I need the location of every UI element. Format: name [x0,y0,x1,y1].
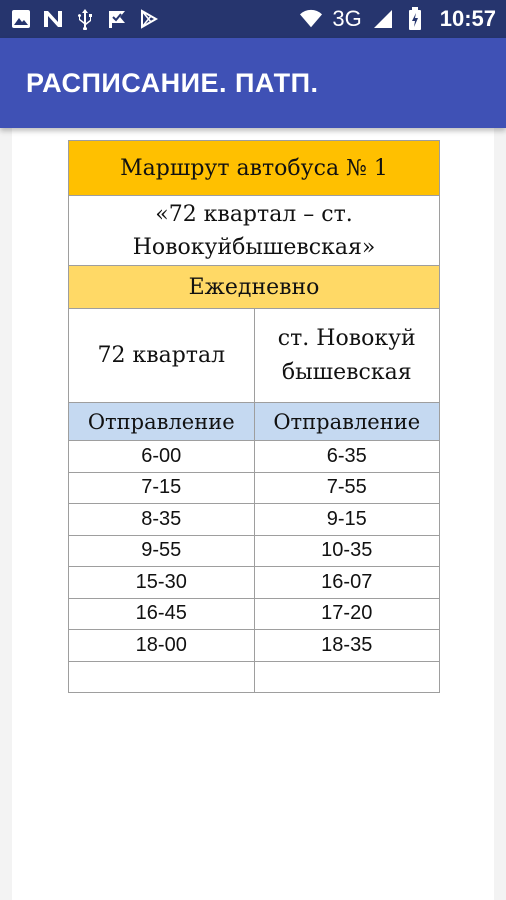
stop-a-name: 72 квартал [69,309,255,403]
status-bar-system [300,6,496,32]
departure-a: 16-45 [69,598,255,630]
network-type: 3G [332,6,362,31]
empty-cell [254,661,440,692]
table-row [69,598,440,630]
departure-b: 17-20 [254,598,440,630]
signal-icon [372,8,394,30]
table-row [69,630,440,662]
empty-cell [69,661,255,692]
status-bar-notifications [10,8,160,30]
page-title: РАСПИСАНИЕ. ПАТП. [26,67,319,98]
right-edge [494,128,506,900]
route-destination-line2: Новокуйбышевская» [132,234,376,260]
departure-b: 9-15 [254,504,440,536]
departure-b: 16-07 [254,567,440,599]
n-notification-icon [42,8,64,30]
route-destination-row [69,196,440,266]
departure-b: 18-35 [254,630,440,662]
departure-b: 6-35 [254,441,440,473]
status-bar [0,0,506,38]
route-title: Маршрут автобуса № 1 [69,141,440,196]
departure-a: 9-55 [69,535,255,567]
departure-a: 7-15 [69,472,255,504]
table-row [69,535,440,567]
departure-a: 6-00 [69,441,255,473]
departure-a: 15-30 [69,567,255,599]
schedule-table [68,140,440,693]
departure-b: 7-55 [254,472,440,504]
departure-b: 10-35 [254,535,440,567]
route-destination [69,196,440,266]
table-row [69,472,440,504]
frequency-label: Ежедневно [69,266,440,309]
app-bar [0,38,506,128]
stop-b-line2: бышевская [281,359,412,385]
check-flag-icon [106,8,128,30]
frequency-row [69,266,440,309]
table-row [69,504,440,536]
stop-b-line1: ст. Новокуй [277,325,416,351]
play-store-icon [138,8,160,30]
wifi-icon [300,8,322,30]
image-icon [10,8,32,30]
departure-a: 18-00 [69,630,255,662]
usb-icon [74,8,96,30]
column-header-b: Отправление [254,403,440,441]
left-edge [0,128,12,900]
table-row [69,567,440,599]
battery-icon [404,8,426,30]
column-header-row [69,403,440,441]
table-row [69,441,440,473]
stop-b-name [254,309,440,403]
schedule-content[interactable] [0,128,506,900]
stops-row [69,309,440,403]
empty-table-row [69,661,440,692]
route-title-row [69,141,440,196]
departure-a: 8-35 [69,504,255,536]
route-destination-line1: «72 квартал – ст. [155,201,353,227]
status-clock: 10:57 [439,6,496,31]
column-header-a: Отправление [69,403,255,441]
